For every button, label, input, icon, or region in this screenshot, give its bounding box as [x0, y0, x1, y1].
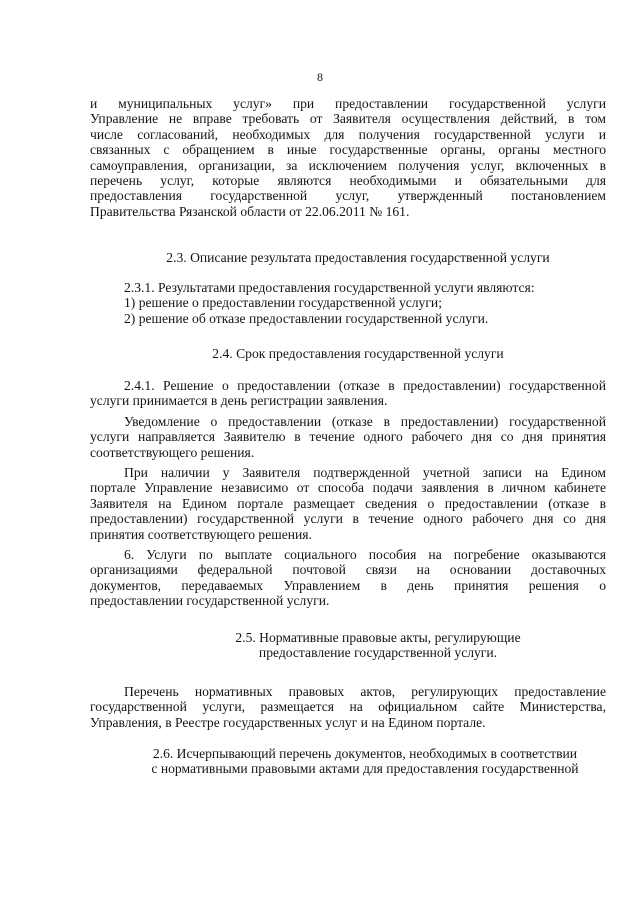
paragraph-intro: [90, 96, 606, 219]
heading-2-6: [100, 746, 630, 777]
text-line: предоставления государственной услуг, утвержденный постановлением: [90, 188, 606, 204]
text-line: связанных с обращением в иные государственные органы, органы местного: [90, 142, 606, 158]
heading-line: 2.6. Исчерпывающий перечень документов, необходимых в соответствии: [152, 746, 578, 761]
text-line: услуги направляется Заявителю в течение одного рабочего дня со дня принятия: [90, 429, 606, 445]
text-line: принятия соответствующего решения.: [90, 526, 312, 542]
paragraph-item-6: [90, 547, 606, 609]
text-line: Уведомление о предоставлении (отказе в предоставлении) государственной: [124, 414, 606, 429]
text-line: Перечень нормативных правовых актов, регулирующих предоставление: [124, 684, 606, 699]
list-item: 2) решение об отказе предоставлении государственной услуги.: [124, 310, 489, 326]
heading-line: с нормативными правовыми актами для предоставления государственной: [151, 761, 579, 777]
text-line: соответствующего решения.: [90, 444, 255, 460]
text-line: организациями федеральной почтовой связи на основании доставочных: [90, 562, 606, 578]
text-line: портале Управление независимо от способа подачи заявления в личном кабинете: [90, 480, 606, 496]
text-line: документов, передаваемых Управлением в день принятия решения о: [90, 577, 606, 593]
list-item: 1) решение о предоставлении государственной услуги;: [124, 295, 442, 311]
text-line: самоуправления, организации, за исключением получения услуг, включенных в: [90, 157, 606, 173]
text-line: Правительства Рязанской области от 22.06.2011 № 161.: [90, 203, 410, 219]
section-2-5: [90, 684, 606, 730]
page-number: 8: [317, 70, 323, 84]
text-line: 2.3.1. Результатами предоставления государственной услуги являются:: [124, 280, 535, 295]
text-line: 6. Услуги по выплате социального пособия на погребение оказываются: [124, 547, 606, 562]
section-2-4-1: [90, 378, 606, 409]
text-line: Заявителя на Едином портале размещает сведения о предоставлении (отказе в: [90, 495, 606, 511]
heading-2-3: 2.3. Описание результата предоставления государственной услуги: [166, 250, 550, 265]
text-line: предоставлении) государственной услуги в течение одного рабочего дня со дня: [90, 511, 606, 527]
text-line: и муниципальных услуг» при предоставлении государственной услуги: [90, 96, 606, 111]
heading-line: 2.5. Нормативные правовые акты, регулирующие: [235, 630, 521, 645]
text-line: предоставлении государственной услуги.: [90, 593, 330, 609]
heading-2-4: 2.4. Срок предоставления государственной услуги: [212, 346, 504, 361]
text-line: Управление не вправе требовать от Заявителя осуществления действий, в том: [90, 111, 606, 127]
text-line: 2.4.1. Решение о предоставлении (отказе в предоставлении) государственной: [124, 378, 606, 393]
heading-line: предоставление государственной услуги.: [258, 645, 498, 661]
text-line: При наличии у Заявителя подтвержденной учетной записи на Едином: [124, 465, 606, 480]
heading-2-5: [120, 630, 636, 661]
paragraph-notice: [90, 414, 606, 460]
text-line: Управления, в Реестре государственных услуг и на Едином портале.: [90, 714, 486, 730]
text-line: перечень услуг, которые являются необходимыми и обязательными для: [90, 173, 606, 189]
text-line: государственной услуги, размещается на официальном сайте Министерства,: [90, 699, 606, 715]
text-line: числе согласований, необходимых для получения государственной услуги и: [90, 126, 606, 142]
text-line: услуги принимается в день регистрации заявления.: [90, 393, 388, 409]
section-2-3-1: [90, 280, 606, 326]
paragraph-portal: [90, 465, 606, 542]
